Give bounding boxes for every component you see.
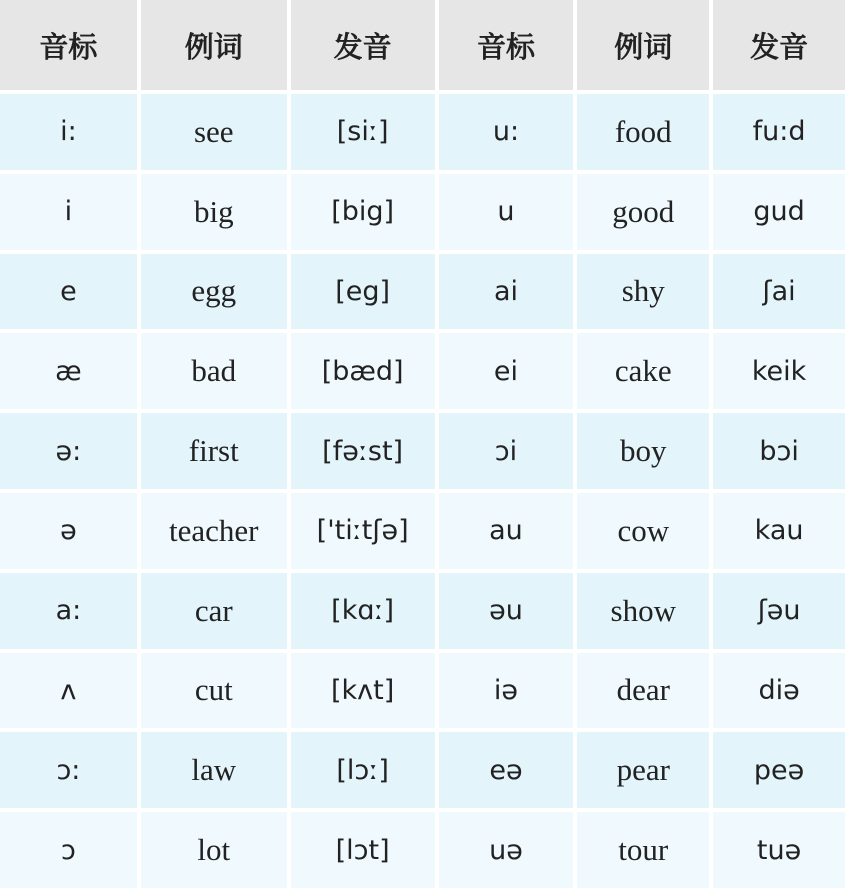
- phonetic-cell: au: [439, 493, 574, 569]
- pronunciation-cell: [eg]: [291, 254, 435, 330]
- phonetic-cell: eə: [439, 732, 574, 808]
- phonetic-cell: æ: [0, 333, 137, 409]
- table-row: [0, 94, 845, 170]
- example-word-cell: bad: [141, 333, 287, 409]
- pronunciation-cell: [kʌt]: [291, 653, 435, 729]
- table-row: [0, 254, 845, 330]
- pronunciation-cell: ʃəu: [713, 573, 845, 649]
- pronunciation-cell: bɔi: [713, 413, 845, 489]
- header-phonetic-1: 音标: [0, 0, 137, 90]
- table-row: [0, 573, 845, 649]
- pronunciation-cell: [kɑː]: [291, 573, 435, 649]
- header-pronunciation-2: 发音: [713, 0, 845, 90]
- example-word-cell: pear: [577, 732, 709, 808]
- phonetic-cell: ɔi: [439, 413, 574, 489]
- pronunciation-cell: fu:d: [713, 94, 845, 170]
- phonetic-cell: ɔ:: [0, 732, 137, 808]
- table-row: [0, 493, 845, 569]
- header-example-2: 例词: [577, 0, 709, 90]
- phonetic-cell: uə: [439, 812, 574, 888]
- header-example-1: 例词: [141, 0, 287, 90]
- phonetic-cell: i: [0, 174, 137, 250]
- phonetic-cell: ʌ: [0, 653, 137, 729]
- example-word-cell: boy: [577, 413, 709, 489]
- header-pronunciation-1: 发音: [291, 0, 435, 90]
- header-row: [0, 0, 845, 90]
- phonetic-cell: u: [439, 174, 574, 250]
- phonetic-cell: i:: [0, 94, 137, 170]
- example-word-cell: car: [141, 573, 287, 649]
- header-phonetic-2: 音标: [439, 0, 574, 90]
- phonetic-cell: e: [0, 254, 137, 330]
- example-word-cell: lot: [141, 812, 287, 888]
- pronunciation-cell: peə: [713, 732, 845, 808]
- table-row: [0, 413, 845, 489]
- example-word-cell: teacher: [141, 493, 287, 569]
- example-word-cell: see: [141, 94, 287, 170]
- table-row: [0, 333, 845, 409]
- pronunciation-cell: [fəːst]: [291, 413, 435, 489]
- example-word-cell: good: [577, 174, 709, 250]
- phonetic-cell: a:: [0, 573, 137, 649]
- example-word-cell: big: [141, 174, 287, 250]
- example-word-cell: tour: [577, 812, 709, 888]
- example-word-cell: cow: [577, 493, 709, 569]
- example-word-cell: shy: [577, 254, 709, 330]
- pronunciation-cell: diə: [713, 653, 845, 729]
- pronunciation-cell: kau: [713, 493, 845, 569]
- phonetic-cell: iə: [439, 653, 574, 729]
- example-word-cell: dear: [577, 653, 709, 729]
- example-word-cell: law: [141, 732, 287, 808]
- pronunciation-cell: [big]: [291, 174, 435, 250]
- phonetic-cell: əu: [439, 573, 574, 649]
- pronunciation-cell: [bæd]: [291, 333, 435, 409]
- table-row: [0, 732, 845, 808]
- pronunciation-cell: ['tiːtʃə]: [291, 493, 435, 569]
- pronunciation-cell: keik: [713, 333, 845, 409]
- phonetic-cell: ə:: [0, 413, 137, 489]
- phonetic-cell: ai: [439, 254, 574, 330]
- example-word-cell: first: [141, 413, 287, 489]
- table-row: [0, 812, 845, 888]
- example-word-cell: show: [577, 573, 709, 649]
- pronunciation-cell: gud: [713, 174, 845, 250]
- table-row: [0, 653, 845, 729]
- pronunciation-cell: [lɔː]: [291, 732, 435, 808]
- phonetic-cell: u:: [439, 94, 574, 170]
- pronunciation-cell: [siː]: [291, 94, 435, 170]
- pronunciation-cell: tuə: [713, 812, 845, 888]
- table-row: [0, 174, 845, 250]
- example-word-cell: egg: [141, 254, 287, 330]
- pronunciation-cell: ʃai: [713, 254, 845, 330]
- example-word-cell: cake: [577, 333, 709, 409]
- phonetic-cell: ə: [0, 493, 137, 569]
- example-word-cell: cut: [141, 653, 287, 729]
- phonetic-cell: ei: [439, 333, 574, 409]
- example-word-cell: food: [577, 94, 709, 170]
- phonetic-cell: ɔ: [0, 812, 137, 888]
- pronunciation-cell: [lɔt]: [291, 812, 435, 888]
